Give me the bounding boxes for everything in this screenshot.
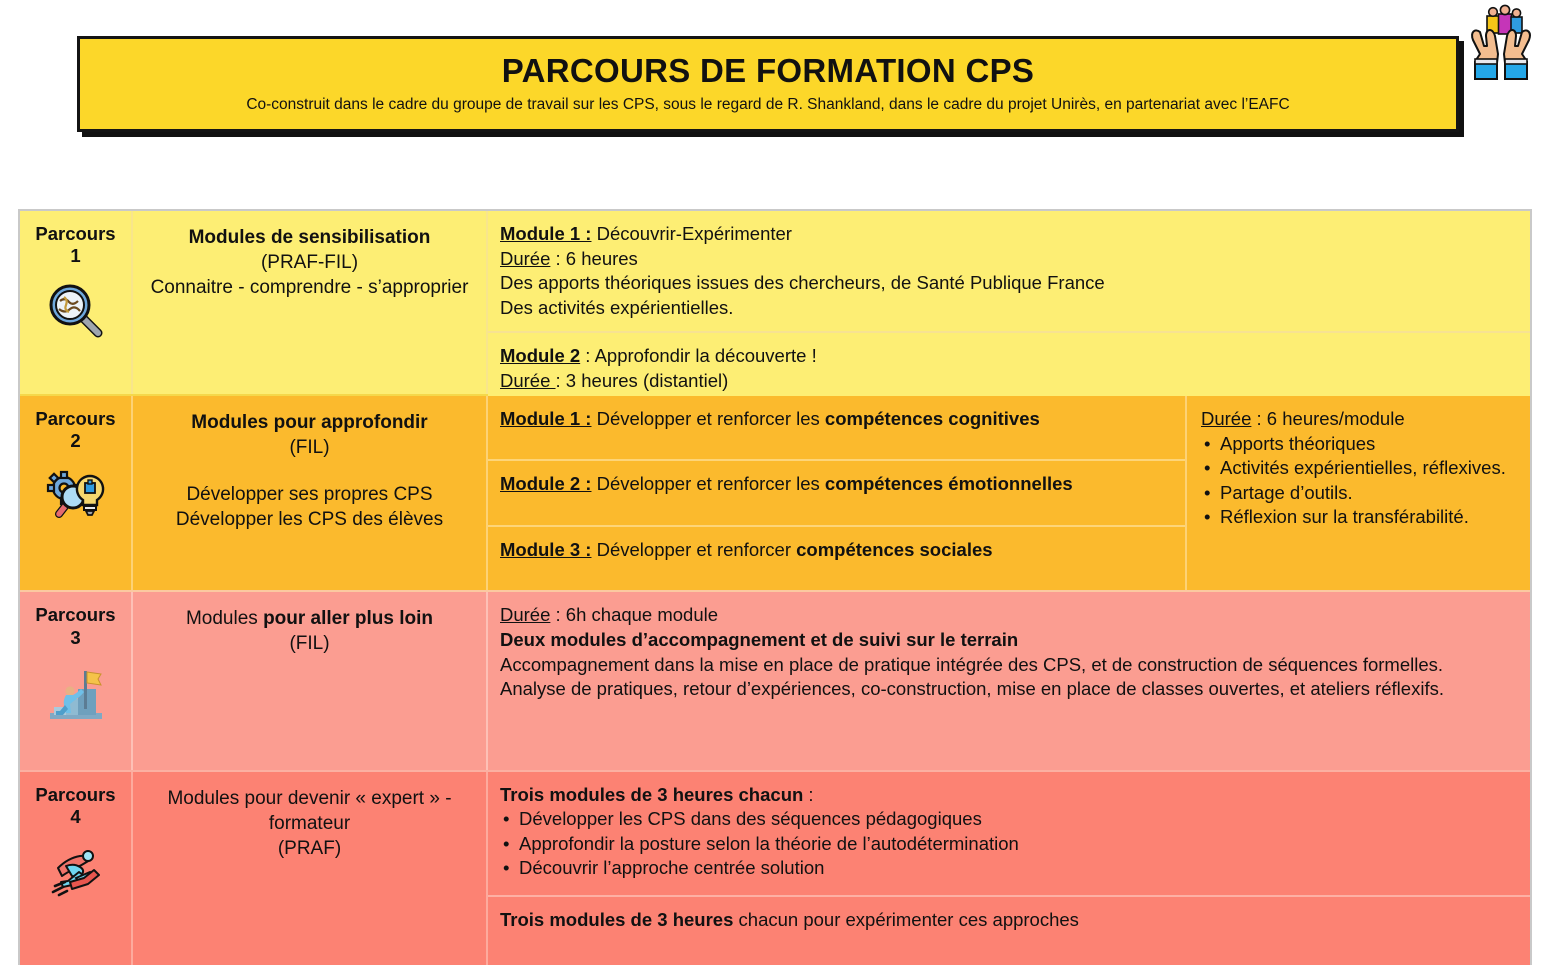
module-label: Module 2 : (500, 473, 592, 495)
module-emphasis: compétences sociales (796, 538, 993, 560)
module-cell (488, 592, 1530, 769)
module-text: chacun pour expérimenter ces approches (733, 909, 1079, 930)
module-text: : Approfondir la découverte ! (580, 345, 817, 367)
parcours-cell-2 (20, 396, 133, 590)
module-emphasis: compétences cognitives (824, 408, 1040, 429)
module-label: Module 3 : (500, 538, 592, 560)
gear-magnifier-bulb-icon (46, 466, 106, 526)
duration-cell (1185, 396, 1530, 590)
parcours-number: 3 (70, 626, 81, 648)
module-cell (488, 461, 1185, 526)
module-label: Module 1 : (500, 408, 592, 429)
title-line-2: (FIL) (289, 633, 330, 655)
parcours-title-3 (133, 592, 488, 769)
parcours-cell-3 (20, 592, 133, 769)
table-row (20, 592, 1530, 771)
parcours-cell-4 (20, 772, 133, 965)
title-line-1: Modules pour devenir « expert » - formateur (167, 787, 452, 834)
parcours-title-4 (133, 772, 488, 965)
parcours-detail-1 (488, 211, 1530, 394)
module-text: Développer et renforcer (591, 538, 797, 560)
module-detail-line: Accompagnement dans la mise en place de pratique intégrée des CPS, et de construction de séquences formelles. (500, 653, 1444, 675)
module-cell (488, 897, 1530, 965)
header-banner (77, 36, 1459, 132)
duration-label: Durée (1201, 408, 1252, 429)
person-climbing-stairs-flag-icon (46, 663, 106, 723)
parcours-number: 4 (70, 805, 81, 827)
duration-value: : 6h chaque module (550, 604, 719, 626)
page-subtitle: Co-construit dans le cadre du groupe de travail sur les CPS, sous le regard de R. Shankland, dans le cadre du projet Unirès, en partenariat avec l’EAFC (246, 96, 1290, 114)
list-item: • Développer les CPS dans des séquences pédagogiques (500, 807, 1516, 832)
list-item: • Découvrir l’approche centrée solution (500, 856, 1516, 881)
module-text: Découvrir-Expérimenter (591, 223, 792, 244)
module-text: : (803, 783, 814, 805)
list-item: • Activités expérientielles, réflexives. (1201, 456, 1518, 481)
module-emphasis: Trois modules de 3 heures chacun (500, 783, 804, 805)
parcours-cell-1 (20, 211, 133, 394)
parcours-title-1 (133, 211, 488, 394)
title-line-3: Développer ses propres CPS (186, 484, 433, 506)
parcours-word: Parcours (35, 408, 116, 429)
module-detail-line: Analyse de pratiques, retour d’expériences, co-construction, mise en place de classes ouvertes, et ateliers réflexifs. (500, 678, 1444, 700)
title-strong: pour aller plus loin (263, 608, 434, 630)
module-emphasis: Trois modules de 3 heures (500, 909, 734, 930)
title-line-2: (PRAF-FIL) (260, 252, 359, 274)
list-item: • Approfondir la posture selon la théorie de l’autodétermination (500, 832, 1516, 857)
running-person-rocket-icon (46, 842, 106, 902)
module-text: Développer et renforcer les (591, 473, 825, 495)
parcours-title-2 (133, 396, 488, 590)
duration-label: Durée (500, 369, 556, 391)
duration-value: : 3 heures (distantiel) (555, 369, 729, 391)
duration-value: : 6 heures (550, 247, 638, 269)
title-line-2: (FIL) (289, 437, 330, 459)
module-detail-line: Des activités expérientielles. (500, 296, 734, 318)
duration-label: Durée (500, 247, 551, 269)
parcours-matrix (18, 209, 1532, 965)
title-line-1: Modules pour approfondir (191, 412, 428, 433)
title-plain: Modules (185, 608, 264, 630)
page-title: PARCOURS DE FORMATION CPS (501, 52, 1035, 90)
parcours-number: 2 (70, 430, 81, 452)
title-line-2: (PRAF) (277, 837, 342, 859)
module-cell (488, 772, 1530, 897)
table-row (20, 396, 1530, 592)
title-line-3: Connaitre - comprendre - s’approprier (150, 277, 469, 299)
module-cell (488, 211, 1530, 333)
module-bullet-list (500, 807, 1516, 881)
module-cell (488, 527, 1185, 590)
hands-holding-people-icon (1462, 2, 1540, 86)
module-text: Développer et renforcer les (591, 408, 825, 429)
list-item: • Apports théoriques (1201, 432, 1518, 457)
module-label: Module 1 : (500, 223, 592, 244)
parcours-word: Parcours (35, 783, 116, 805)
list-item: • Réflexion sur la transférabilité. (1201, 505, 1518, 530)
magnifier-globe-icon (46, 281, 106, 341)
parcours-number: 1 (70, 245, 81, 267)
parcours-word: Parcours (35, 604, 116, 626)
module-cell (488, 333, 1530, 397)
parcours-detail-3 (488, 592, 1530, 769)
module-label: Module 2 (500, 345, 581, 367)
module-detail-line: Des apports théoriques issues des chercheurs, de Santé Publique France (500, 272, 1105, 294)
parcours-detail-2 (488, 396, 1530, 590)
banner-box (77, 36, 1459, 132)
module-cell (488, 396, 1185, 461)
parcours-word: Parcours (35, 223, 116, 244)
parcours-detail-4 (488, 772, 1530, 965)
table-row (20, 211, 1530, 396)
list-item: • Partage d’outils. (1201, 481, 1518, 506)
duration-bullet-list (1201, 432, 1518, 530)
duration-label: Durée (500, 604, 551, 626)
table-row (20, 772, 1530, 965)
title-line-4: Développer les CPS des élèves (175, 509, 444, 531)
title-line-1: Modules de sensibilisation (188, 227, 431, 248)
duration-value: : 6 heures/module (1251, 408, 1405, 429)
module-emphasis: compétences émotionnelles (824, 473, 1073, 495)
module-emphasis: Deux modules d’accompagnement et de suivi sur le terrain (500, 628, 1019, 650)
